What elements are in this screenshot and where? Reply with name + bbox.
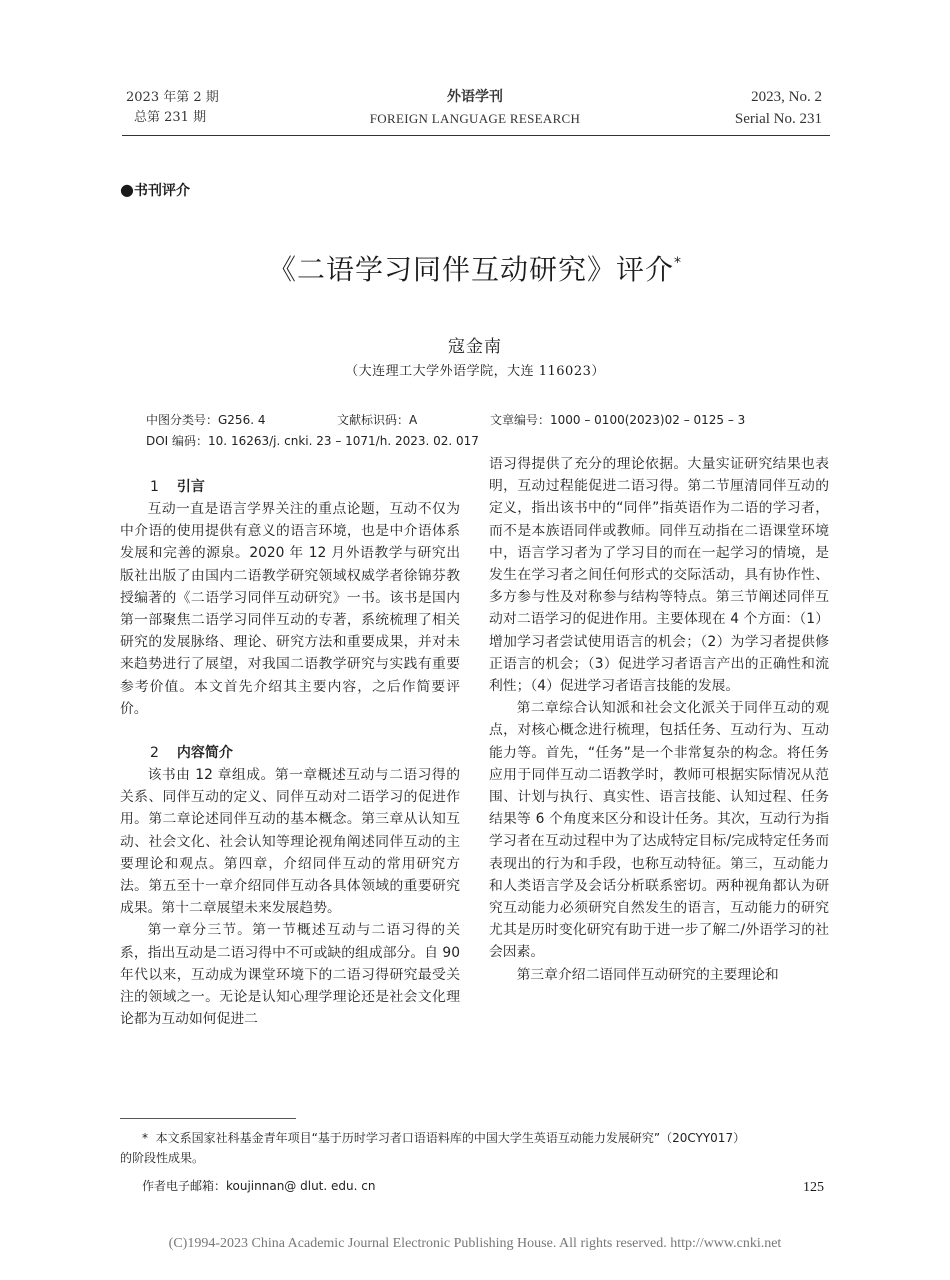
left-column — [120, 476, 460, 1030]
copyright-notice: (C)1994-2023 China Academic Journal Electronic Publishing House. All rights reserved. http://www.cnki.net — [168, 1236, 782, 1251]
bullet-icon: ● — [120, 180, 134, 199]
year-number: 2023, No. 2 — [751, 89, 822, 105]
footnote-funding — [120, 1128, 832, 1148]
author-affiliation: （大连理工大学外语学院，大连 116023） — [345, 364, 605, 379]
section-number: 1 — [150, 479, 159, 495]
footnote-rule — [120, 1118, 296, 1119]
header-right — [735, 86, 822, 130]
header-rule — [122, 135, 830, 136]
footnote-text: 本文系国家社科基金青年项目“基于历时学习者口语语料库的中国大学生英语互动能力发展研究”（20CYY017） — [155, 1131, 746, 1145]
paragraph: 第一章分三节。第一节概述互动与二语习得的关系，指出互动是二语习得中不可或缺的组成部分。自 90 年代以来，互动成为课堂环境下的二语习得研究最受关注的领域之一。无论是认知心理学理论还是社会文化理论都为互动如何促进二 — [120, 922, 460, 1028]
total-issue-label: 总第 231 期 — [134, 110, 207, 125]
section-number: 2 — [150, 745, 159, 762]
section-tag-label: 书刊评介 — [133, 183, 190, 199]
header-center — [340, 86, 610, 130]
page-number: 125 — [803, 1180, 824, 1195]
clc-number: 中图分类号：G256. 4 — [146, 413, 266, 427]
paragraph: 语习得提供了充分的理论依据。大量实证研究结果也表明，互动过程能促进二语习得。第二节厘清同伴互动的定义，指出该书中的“同伴”指英语作为二语的学习者，而不是本族语同伴或教师。同伴互动指在二语课堂环境中，语言学习者为了学习目的而在一起学习的情境，是发生在学习者之间任何形式的交际活动，具有协作性、多方参与性及对称参与结构等特点。第三节阐述同伴互动对二语学习的促进作用。主要体现在 4 个方面：（1）增加学习者尝试使用语言的机会；（2）为学习者提供修正语言的机会；（3）促进学习者语言产出的正确性和流利性；（4）促进学习者语言技能的发展。 — [489, 456, 829, 695]
article-number: 文章编号：1000 – 0100(2023)02 – 0125 – 3 — [490, 413, 746, 427]
footnote — [120, 1128, 832, 1196]
section-heading-2 — [120, 742, 460, 764]
paragraph: 该书由 12 章组成。第一章概述互动与二语习得的关系、同伴互动的定义、同伴互动对二语学习的促进作用。第二章论述同伴互动的基本概念。第三章从认知互动、社会文化、社会认知等理论视角阐述同伴互动的主要理论和观点。第四章，介绍同伴互动的常用研究方法。第五至十一章介绍同伴互动各具体领域的重要研究成果。第十二章展望未来发展趋势。 — [120, 767, 460, 917]
journal-name-en: FOREIGN LANGUAGE RESEARCH — [369, 111, 581, 126]
section-heading-1 — [120, 476, 460, 498]
issue-label: 2023 年第 2 期 — [126, 90, 219, 105]
footnote-mark: * — [142, 1131, 148, 1145]
title-footnote-mark: * — [674, 255, 682, 271]
header-left — [126, 88, 219, 128]
author-name: 寇金南 — [448, 337, 502, 357]
document-code: 文献标识码：A — [337, 413, 418, 427]
paragraph: 第三章介绍二语同伴互动研究的主要理论和 — [516, 966, 779, 983]
footnote-text-cont: 的阶段性成果。 — [120, 1151, 205, 1165]
doi-code: DOI 编码：10. 16263/j. cnki. 23 – 1071/h. 2023. 02. 017 — [146, 434, 479, 448]
serial-number: Serial No. 231 — [734, 111, 822, 127]
article-title — [120, 248, 830, 288]
paragraph: 互动一直是语言学界关注的重点论题，互动不仅为中介语的使用提供有意义的语言环境，也是中介语体系发展和完善的源泉。2020 年 12 月外语教学与研究出版社出版了由国内二语教学研究领域权威学者徐锦芬教授编著的《二语学习同伴互动研究》一书。该书是国内第一部聚焦二语学习同伴互动的专著，系统梳理了相关研究的发展脉络、理论、研究方法和重要成果，并对未来趋势进行了展望，对我国二语教学研究与实践有重要参考价值。本文首先介绍其主要内容，之后作简要评价。 — [120, 501, 460, 717]
section-title: 引言 — [176, 479, 205, 495]
author-email: 作者电子邮箱：koujinnan@ dlut. edu. cn — [142, 1179, 376, 1193]
title-text: 《二语学习同伴互动研究》评介 — [267, 253, 674, 286]
right-column — [489, 453, 829, 986]
paragraph: 第二章综合认知派和社会文化派关于同伴互动的观点，对核心概念进行梳理，包括任务、互动行为、互动能力等。首先，“任务”是一个非常复杂的构念。将任务应用于同伴互动二语教学时，教师可根据实际情况从范围、计划与执行、真实性、语言技能、认知过程、任务结果等 6 个角度来区分和设计任务。其次，互动行为指学习者在互动过程中为了达成特定目标/完成特定任务而表现出的行为和手段，也称互动特征。第三，互动能力和人类语言学及会话分析联系密切。两种视角都认为研究互动能力必须研究自然发生的语言，互动能力的研究尤其是历时变化研究有助于进一步了解二/外语学习的社会因素。 — [489, 700, 829, 961]
journal-name-cn: 外语学刊 — [447, 89, 503, 105]
section-title: 内容简介 — [176, 745, 233, 762]
section-tag — [120, 180, 190, 200]
